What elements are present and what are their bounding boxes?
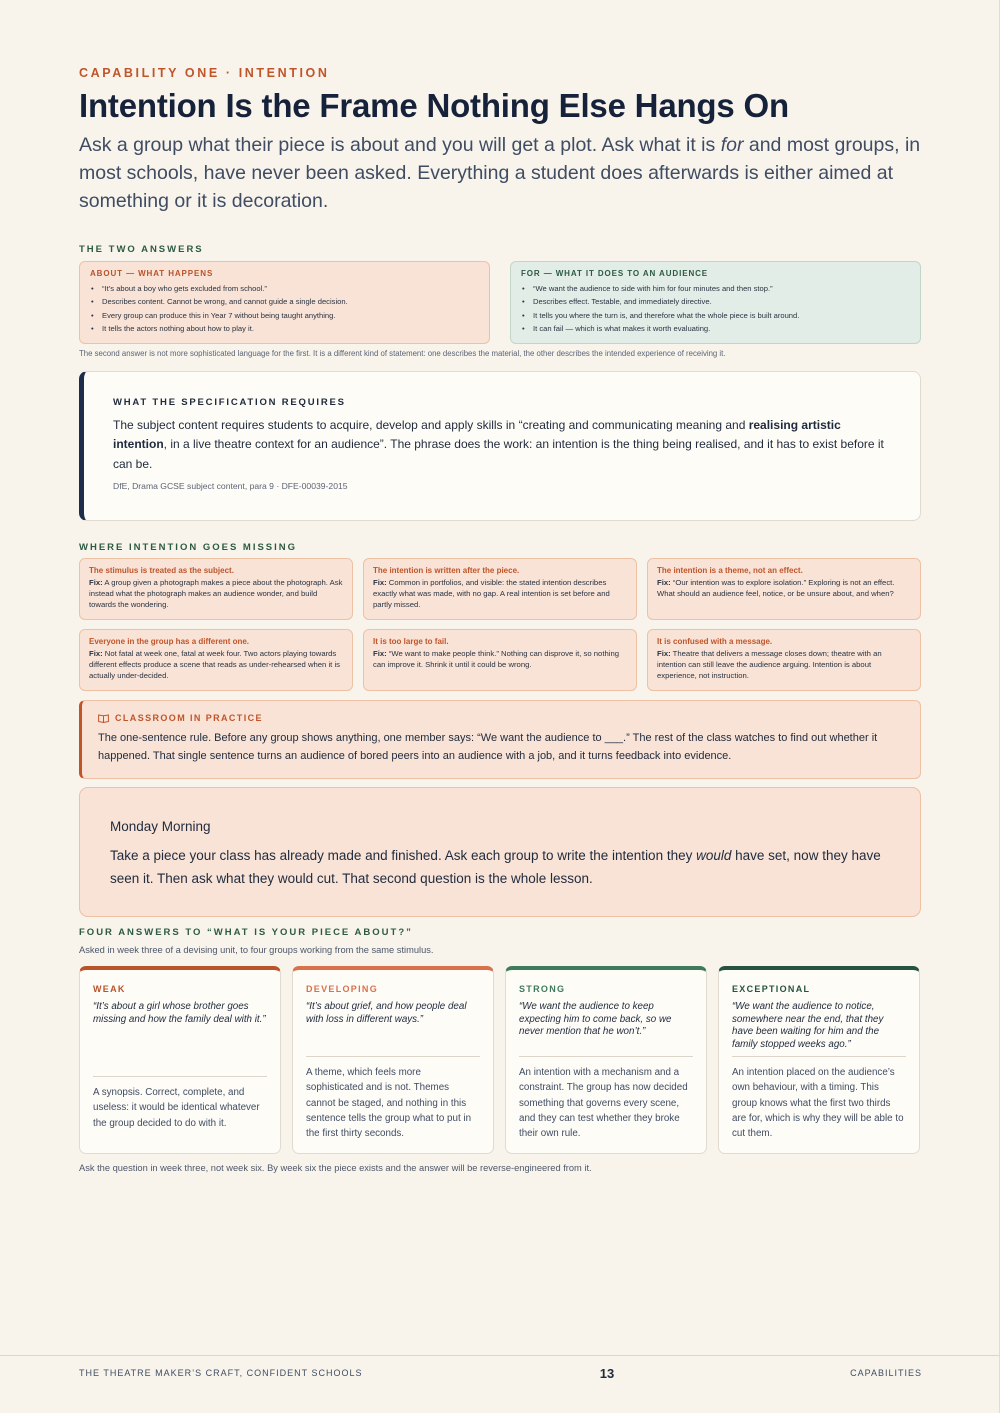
footer-section: CAPABILITIES — [850, 1368, 922, 1378]
list-item: • “It’s about a boy who gets excluded from school.” — [90, 282, 479, 295]
page-number: 13 — [599, 1366, 615, 1381]
missing-card-fix: Fix: Theatre that delivers a message closes down; theatre with an intention can still leave the audience arguing. Intention is about experience, not instruction. — [657, 649, 882, 680]
classroom-callout — [79, 700, 921, 779]
level-comment: An intention placed on the audience’s own behaviour, with a timing. This group knows what the first two thirds are for, which is why they will be able to cut them. — [732, 1067, 904, 1140]
for-list — [521, 282, 910, 335]
classroom-label: CLASSROOM IN PRACTICE — [98, 713, 904, 723]
footer-title: THE THEATRE MAKER’S CRAFT, CONFIDENT SCHOOLS — [79, 1368, 363, 1378]
monday-text: Take a piece your class has already made and finished. Ask each group to write the intention they would have set, now they have seen it. Then ask what they would cut. That second question is the whole lesson. — [110, 848, 881, 886]
list-item: • Describes content. Cannot be wrong, and cannot guide a single decision. — [90, 295, 479, 308]
four-answers-label: FOUR ANSWERS TO “WHAT IS YOUR PIECE ABOUT?” — [79, 927, 413, 938]
level-card-weak — [79, 966, 281, 1154]
level-quote: “It’s about a girl whose brother goes missing and how the family deal with it.” — [93, 1001, 266, 1025]
spec-label: WHAT THE SPECIFICATION REQUIRES — [113, 397, 346, 408]
monday-morning-callout — [79, 787, 921, 917]
divider — [93, 1076, 267, 1077]
book-icon — [98, 714, 109, 723]
missing-card-title: It is confused with a message. — [657, 637, 773, 646]
level-card-strong — [505, 966, 707, 1154]
missing-card-fix: Fix: “We want to make people think.” Nothing can disprove it, so nothing can improve it. Shrink it until it could be wrong. — [373, 649, 619, 669]
missing-card-title: The intention is written after the piece. — [373, 566, 520, 575]
missing-card — [79, 629, 353, 691]
missing-card-title: It is too large to fail. — [373, 637, 449, 646]
list-item: • Describes effect. Testable, and immediately directive. — [521, 295, 910, 308]
page-title: Intention Is the Frame Nothing Else Hangs On — [79, 87, 789, 124]
divider — [519, 1056, 693, 1057]
missing-card-title: Everyone in the group has a different one. — [89, 637, 250, 646]
divider — [732, 1056, 906, 1057]
missing-card-fix: Fix: “Our intention was to explore isolation.” Exploring is not an effect. What should an audience feel, notice, or be unsure about, and when? — [657, 578, 895, 598]
missing-card — [363, 558, 637, 620]
list-item: • Every group can produce this in Year 7 without being taught anything. — [90, 309, 479, 322]
list-item: • It tells the actors nothing about how to play it. — [90, 322, 479, 335]
level-card-exceptional — [718, 966, 920, 1154]
about-heading: ABOUT — WHAT HAPPENS — [90, 269, 214, 278]
monday-title: Monday Morning — [110, 819, 211, 834]
for-answer-box — [510, 261, 921, 344]
list-item: • It can fail — which is what makes it worth evaluating. — [521, 322, 910, 335]
missing-card-title: The intention is a theme, not an effect. — [657, 566, 803, 575]
divider — [306, 1056, 480, 1057]
missing-card-title: The stimulus is treated as the subject. — [89, 566, 234, 575]
level-label: STRONG — [519, 984, 566, 994]
list-item: • “We want the audience to side with him for four minutes and then stop.” — [521, 282, 910, 295]
for-heading: FOR — WHAT IT DOES TO AN AUDIENCE — [521, 269, 709, 278]
about-list — [90, 282, 479, 335]
two-answers-note: The second answer is not more sophisticated language for the first. It is a different kind of statement: one describes the material, the other describes the intended experience of receiving it. — [79, 349, 726, 358]
missing-card — [363, 629, 637, 691]
level-label: EXCEPTIONAL — [732, 984, 811, 994]
level-comment: An intention with a mechanism and a constraint. The group has now decided something that governs every scene, and they can test whether they broke their own rule. — [519, 1067, 688, 1140]
level-comment: A synopsis. Correct, complete, and useless: it would be identical whatever the group decided to do with it. — [93, 1087, 260, 1129]
missing-card-fix: Fix: Common in portfolios, and visible: the stated intention describes exactly what was made, with no gap. A real intention is set before and partly missed. — [373, 578, 610, 609]
missing-card — [647, 629, 921, 691]
level-card-developing — [292, 966, 494, 1154]
about-answer-box — [79, 261, 490, 344]
spec-citation: DfE, Drama GCSE subject content, para 9 · DFE-00039-2015 — [113, 481, 348, 492]
level-quote: “It’s about grief, and how people deal with loss in different ways.” — [306, 1001, 467, 1025]
level-label: DEVELOPING — [306, 984, 379, 994]
section-eyebrow: CAPABILITY ONE · INTENTION — [79, 66, 330, 80]
level-label: WEAK — [93, 984, 126, 994]
level-quote: “We want the audience to notice, somewhere near the end, that they have been waiting for him and the family stopped weeks ago.” — [732, 1001, 884, 1050]
four-answers-subtitle: Asked in week three of a devising unit, to four groups working from the same stimulus. — [79, 945, 434, 955]
list-item: • It tells you where the turn is, and therefore what the whole piece is built around. — [521, 309, 910, 322]
missing-label: WHERE INTENTION GOES MISSING — [79, 542, 298, 553]
footer-divider — [0, 1355, 1000, 1356]
missing-card — [647, 558, 921, 620]
spec-text: The subject content requires students to acquire, develop and apply skills in “creating and communicating meaning and realising artistic intention, in a live theatre context for an audience”. The phrase does the work: an intention is the thing being realised, and it has to exist before it can be. — [113, 418, 884, 471]
level-quote: “We want the audience to keep expecting him to come back, so we never mention that he won’t.” — [519, 1001, 672, 1038]
lede-paragraph: Ask a group what their piece is about and you will get a plot. Ask what it is for and most groups, in most schools, have never been asked. Everything a student does afterwards is either aimed at something or it is decoration. — [79, 134, 921, 212]
level-comment: A theme, which feels more sophisticated and is not. Themes cannot be staged, and nothing in this sentence tells the group what to put in the first thirty seconds. — [306, 1067, 472, 1140]
four-answers-footnote: Ask the question in week three, not week six. By week six the piece exists and the answer will be reverse-engineered from it. — [79, 1163, 592, 1173]
specification-callout — [79, 371, 921, 521]
missing-card — [79, 558, 353, 620]
missing-card-fix: Fix: Not fatal at week one, fatal at week four. Two actors playing towards different effects produce a scene that reads as under-rehearsed when it is actually under-decided. — [89, 649, 340, 680]
two-answers-label: THE TWO ANSWERS — [79, 244, 204, 255]
missing-card-fix: Fix: A group given a photograph makes a piece about the photograph. Ask instead what the photograph makes an audience wonder, and build towards the wondering. — [89, 578, 343, 609]
classroom-text: The one-sentence rule. Before any group shows anything, one member says: “We want the audience to ___.” The rest of the class watches to find out whether it happened. That single sentence turns an audience of bored peers into an audience with a job, and it turns feedback into evidence. — [98, 732, 878, 763]
